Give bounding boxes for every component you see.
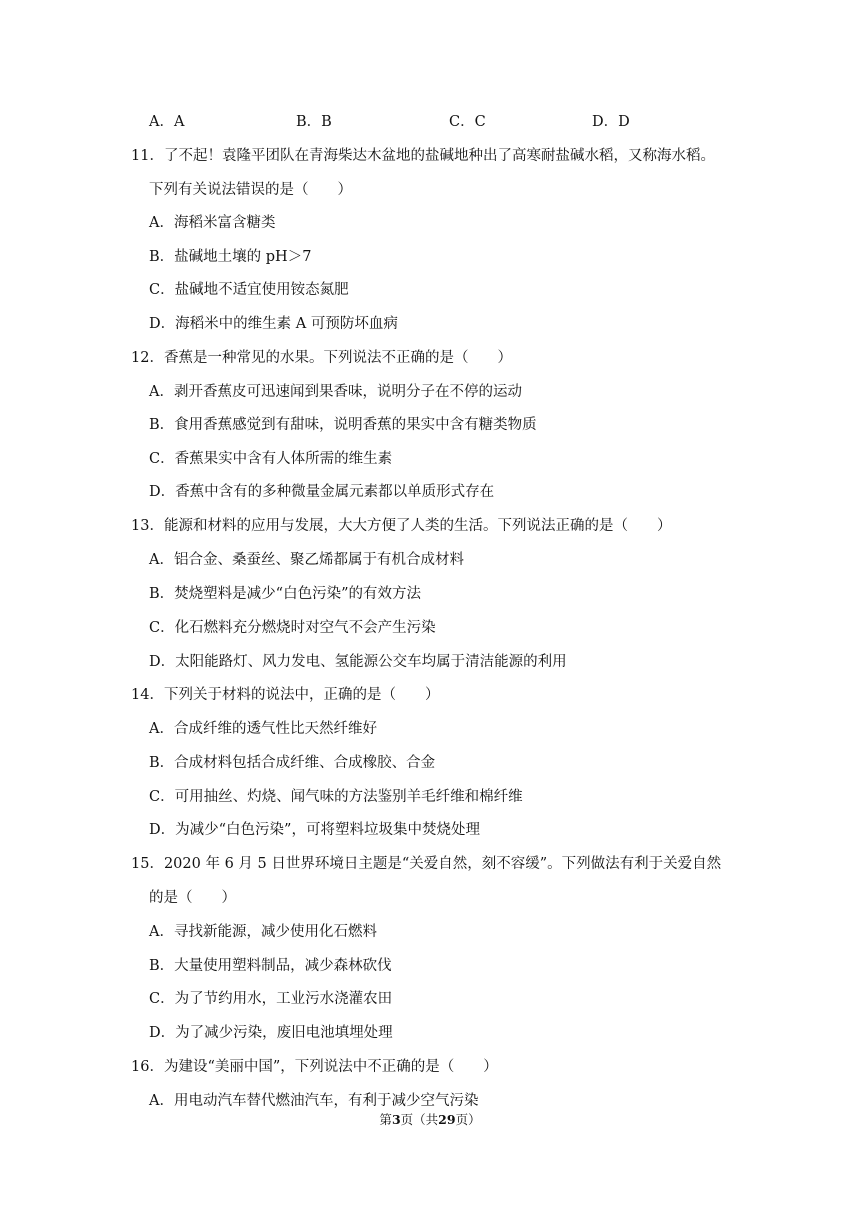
option-d: D．太阳能路灯、风力发电、氢能源公交车均属于清洁能源的利用 — [149, 654, 567, 670]
option-a: A．寻找新能源，减少使用化石燃料 — [149, 924, 377, 940]
question-stem: 12．香蕉是一种常见的水果。下列说法不正确的是（ ） — [131, 350, 512, 366]
option-d: D．为减少“白色污染”，可将塑料垃圾集中焚烧处理 — [149, 822, 480, 838]
option-a: A．合成纤维的透气性比天然纤维好 — [149, 721, 377, 737]
option-a: A．A — [149, 114, 185, 130]
option-c: C．为了节约用水，工业污水浇灌农田 — [149, 991, 393, 1007]
option-a: A．海稻米富含糖类 — [149, 215, 276, 231]
option-b: B．盐碱地土壤的 pH＞7 — [149, 249, 312, 265]
question-stem: 13．能源和材料的应用与发展，大大方便了人类的生活。下列说法正确的是（ ） — [131, 518, 672, 534]
question-stem-continued: 的是（ ） — [149, 890, 236, 906]
footer-middle: 页（共 — [400, 1112, 439, 1127]
question-stem: 14．下列关于材料的说法中，正确的是（ ） — [131, 687, 440, 703]
option-c: C．可用抽丝、灼烧、闻气味的方法鉴别羊毛纤维和棉纤维 — [149, 789, 523, 805]
option-a: A．剥开香蕉皮可迅速闻到果香味，说明分子在不停的运动 — [149, 384, 522, 400]
option-b: B．焚烧塑料是减少“白色污染”的有效方法 — [149, 586, 421, 602]
option-a: A．铝合金、桑蚕丝、聚乙烯都属于有机合成材料 — [149, 552, 464, 568]
previous-question-options — [149, 112, 709, 132]
option-a: A．用电动汽车替代燃油汽车，有利于减少空气污染 — [149, 1093, 479, 1109]
option-c: C．C — [449, 114, 486, 130]
question-stem-continued: 下列有关说法错误的是（ ） — [149, 182, 352, 198]
page-number: 3 — [391, 1112, 401, 1127]
option-d: D．香蕉中含有的多种微量金属元素都以单质形式存在 — [149, 484, 495, 500]
page-footer — [0, 1111, 860, 1129]
question-stem: 11．了不起！袁隆平团队在青海柴达木盆地的盐碱地种出了高寒耐盐碱水稻，又称海水稻。 — [131, 148, 715, 164]
option-b: B．大量使用塑料制品，减少森林砍伐 — [149, 958, 392, 974]
question-stem: 16．为建设“美丽中国”，下列说法中不正确的是（ ） — [131, 1059, 498, 1075]
option-c: C．香蕉果实中含有人体所需的维生素 — [149, 451, 393, 467]
footer-prefix: 第 — [379, 1112, 392, 1127]
option-b: B．合成材料包括合成纤维、合成橡胶、合金 — [149, 755, 436, 771]
option-d: D．D — [592, 114, 630, 130]
option-d: D．海稻米中的维生素 A 可预防坏血病 — [149, 316, 398, 332]
footer-suffix: 页） — [455, 1112, 481, 1127]
page-total: 29 — [438, 1112, 456, 1127]
option-c: C．化石燃料充分燃烧时对空气不会产生污染 — [149, 620, 436, 636]
option-c: C．盐碱地不适宜使用铵态氮肥 — [149, 282, 349, 298]
question-stem: 15．2020 年 6 月 5 日世界环境日主题是“关爱自然，刻不容缓”。下列做法有利于关爱自然 — [131, 856, 722, 872]
option-b: B．B — [296, 114, 332, 130]
option-b: B．食用香蕉感觉到有甜味，说明香蕉的果实中含有糖类物质 — [149, 417, 537, 433]
option-d: D．为了减少污染，废旧电池填埋处理 — [149, 1025, 393, 1041]
